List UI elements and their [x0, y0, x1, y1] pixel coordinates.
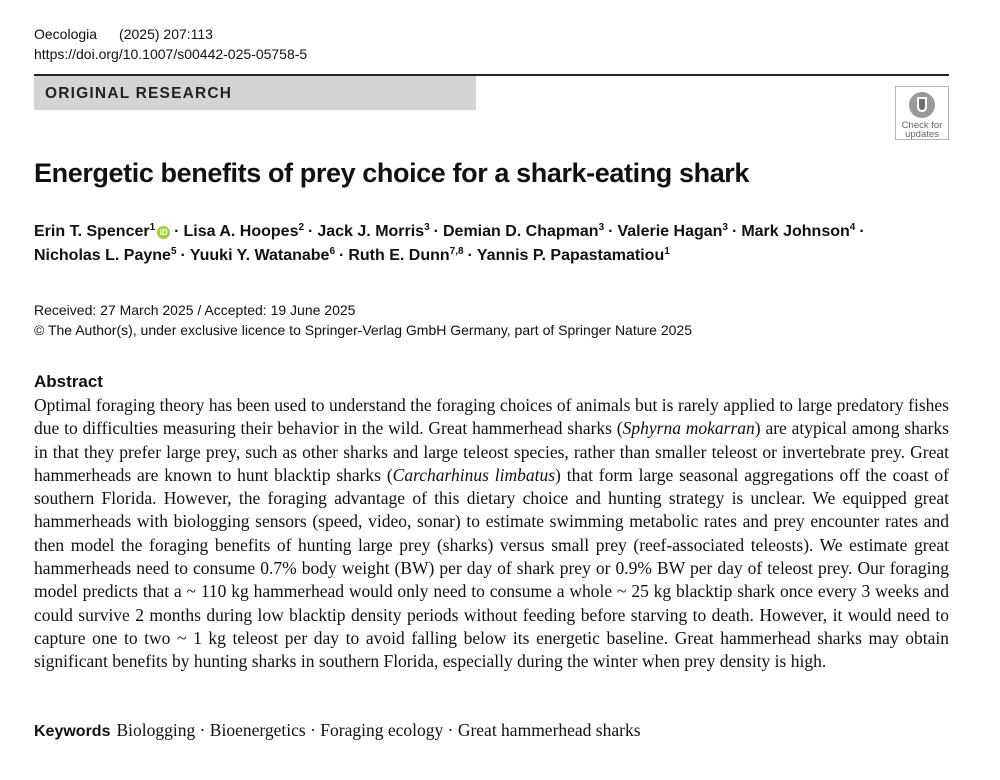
- copyright-notice: © The Author(s), under exclusive licence to Springer-Verlag GmbH Germany, part of Springer Nature 2025: [34, 322, 692, 338]
- check-updates-icon: [907, 90, 937, 120]
- author[interactable]: Valerie Hagan$^3$: [617, 222, 728, 240]
- author[interactable]: Lisa A. Hoopes$^2$: [183, 222, 305, 240]
- check-for-updates-button[interactable]: [895, 86, 949, 140]
- author[interactable]: Nicholas L. Payne$^5$: [34, 246, 177, 264]
- keywords: [34, 718, 641, 744]
- check-updates-text: Check for updates: [901, 120, 943, 140]
- abstract-text: Optimal foraging theory has been used to understand the foraging choices of animals but is rarely applied to large predatory fishes due to difficulties measuring their behavior in the wild. Great hammerhead sharks (Sphyrna mokarran) are atypical among sharks in that they prefer large prey, such as other sharks and large teleost species, rather than smaller teleost or invertebrate prey. Great hammerheads are known to hunt blacktip sharks (Carcharhinus limbatus) that form large seasonal aggregations off the coast of southern Florida. However, the foraging advantage of this dietary choice and hunting strategy is unclear. We equipped great hammerheads with biologging sensors (speed, video, sonar) to estimate swimming metabolic rates and prey encounter rates and then model the foraging benefits of hunting large prey (sharks) versus small prey (reef-associated teleosts). We estimate great hammerheads need to consume 0.7% body weight (BW) per day of shark prey or 0.9% BW per day of teleost prey. Our foraging model predicts that a ~ 110 kg hammerhead would only need to consume a whole ~ 25 kg blacktip shark once every 3 weeks and could survive 2 months during low blacktip density periods without feeding before starving to death. However, it would need to capture one to two ~ 1 kg teleost per day to avoid falling below its energetic baseline. Great hammerhead sharks may obtain significant benefits by hunting sharks in southern Florida, especially during the winter when prey density is high.: [34, 395, 949, 672]
- author[interactable]: Mark Johnson$^4$: [741, 222, 856, 240]
- author-list: Erin T. Spencer$^1$ iD · Lisa A. Hoopes$^2$ · Jack J. Morris$^3$ · Demian D. Chapman$^3$ · Valerie Hagan$^3$ · Mark Johnson$^4$ · Nicholas L. Payne$^5$ · Yuuki Y. Watanabe$^6$ · Ruth E. Dunn$^{7,8}$ · Yannis P. Papastamatiou$^1$: [34, 222, 865, 264]
- paper-title: Energetic benefits of prey choice for a shark-eating shark: [34, 158, 750, 188]
- author[interactable]: Yannis P. Papastamatiou$^1$: [476, 246, 670, 264]
- abstract-heading: Abstract: [34, 372, 103, 391]
- species-name: Carcharhinus limbatus: [392, 464, 556, 485]
- publication-dates: [34, 300, 692, 340]
- received-accepted: Received: 27 March 2025 / Accepted: 19 June 2025: [34, 302, 356, 318]
- orcid-icon[interactable]: iD: [157, 226, 170, 239]
- author[interactable]: Demian D. Chapman$^3$: [442, 222, 605, 240]
- keywords-list: Biologging · Bioenergetics · Foraging ecology · Great hammerhead sharks: [116, 720, 641, 740]
- author[interactable]: Ruth E. Dunn$^{7,8}$: [348, 246, 464, 264]
- keywords-label: Keywords: [34, 723, 111, 740]
- doi-link[interactable]: https://doi.org/10.1007/s00442-025-05758-5: [34, 46, 308, 62]
- author[interactable]: Jack J. Morris$^3$: [317, 222, 430, 240]
- author[interactable]: Erin T. Spencer$^1$ iD: [34, 223, 170, 240]
- author[interactable]: Yuuki Y. Watanabe$^6$: [189, 246, 335, 264]
- article-type-banner: ORIGINAL RESEARCH: [34, 76, 476, 110]
- journal-name: Oecologia: [34, 26, 98, 42]
- journal-info: [34, 24, 307, 64]
- citation: (2025) 207:113: [119, 26, 213, 42]
- species-name: Sphyrna mokarran: [622, 418, 755, 439]
